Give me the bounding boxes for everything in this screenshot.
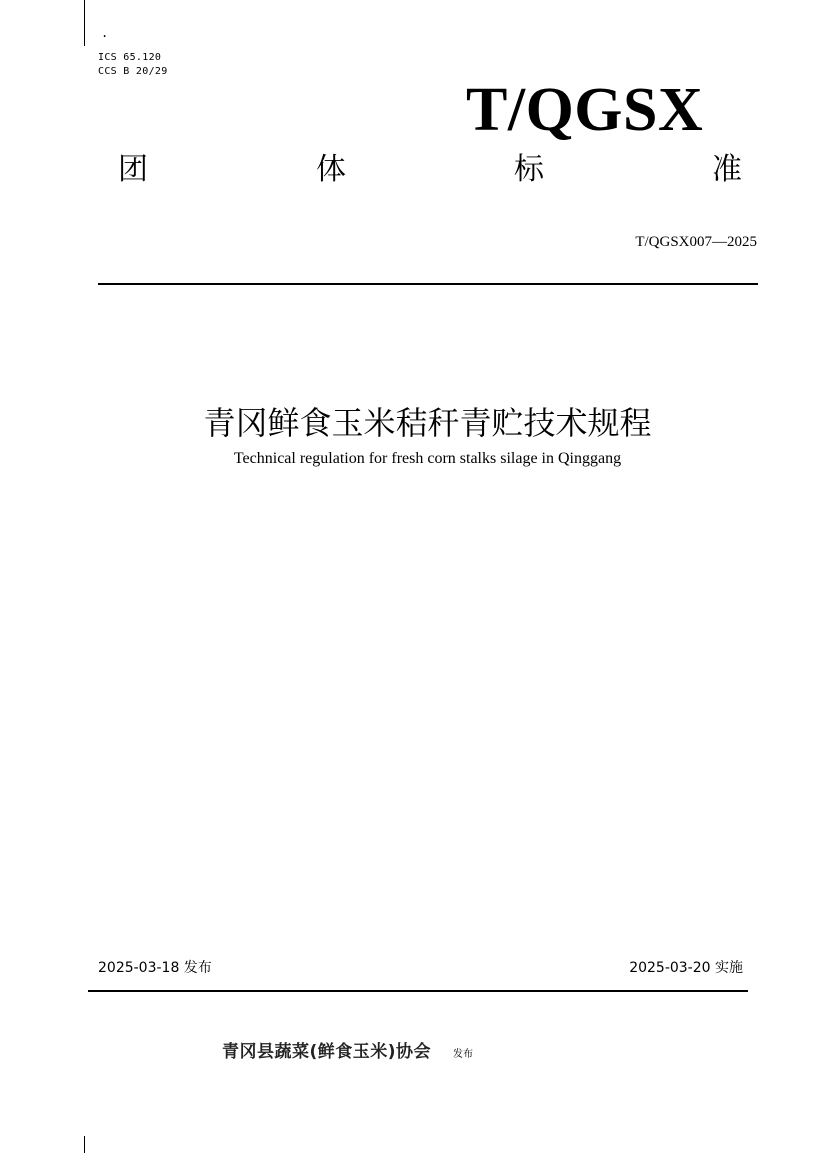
margin-mark-bottom (84, 1136, 85, 1153)
standard-type-char: 标 (514, 152, 544, 187)
header-divider (98, 283, 758, 285)
header-dot: . (101, 26, 109, 40)
implement-date: 2025-03-20 实施 (629, 960, 743, 976)
issuer-suffix: 发布 (453, 1049, 474, 1060)
issuer-name: 青冈县蔬菜(鲜食玉米)协会 (222, 1042, 432, 1062)
publish-date: 2025-03-18 发布 (98, 960, 212, 976)
ccs-code: CCS B 20/29 (98, 66, 168, 77)
issuer-line (222, 1040, 473, 1067)
ics-code: ICS 65.120 (98, 52, 162, 63)
document-title-zh: 青冈鲜食玉米秸秆青贮技术规程 (203, 404, 652, 442)
standard-logo-code: T/QGSX (466, 76, 704, 144)
standard-type-char: 准 (712, 152, 742, 187)
margin-mark-top (84, 0, 85, 46)
standard-type (118, 148, 742, 192)
standard-type-char: 团 (118, 152, 148, 187)
standard-type-char: 体 (316, 152, 346, 187)
footer-divider (88, 990, 748, 992)
standard-number: T/QGSX007—2025 (635, 234, 757, 250)
document-title-en: Technical regulation for fresh corn stalks silage in Qinggang (233, 450, 622, 467)
